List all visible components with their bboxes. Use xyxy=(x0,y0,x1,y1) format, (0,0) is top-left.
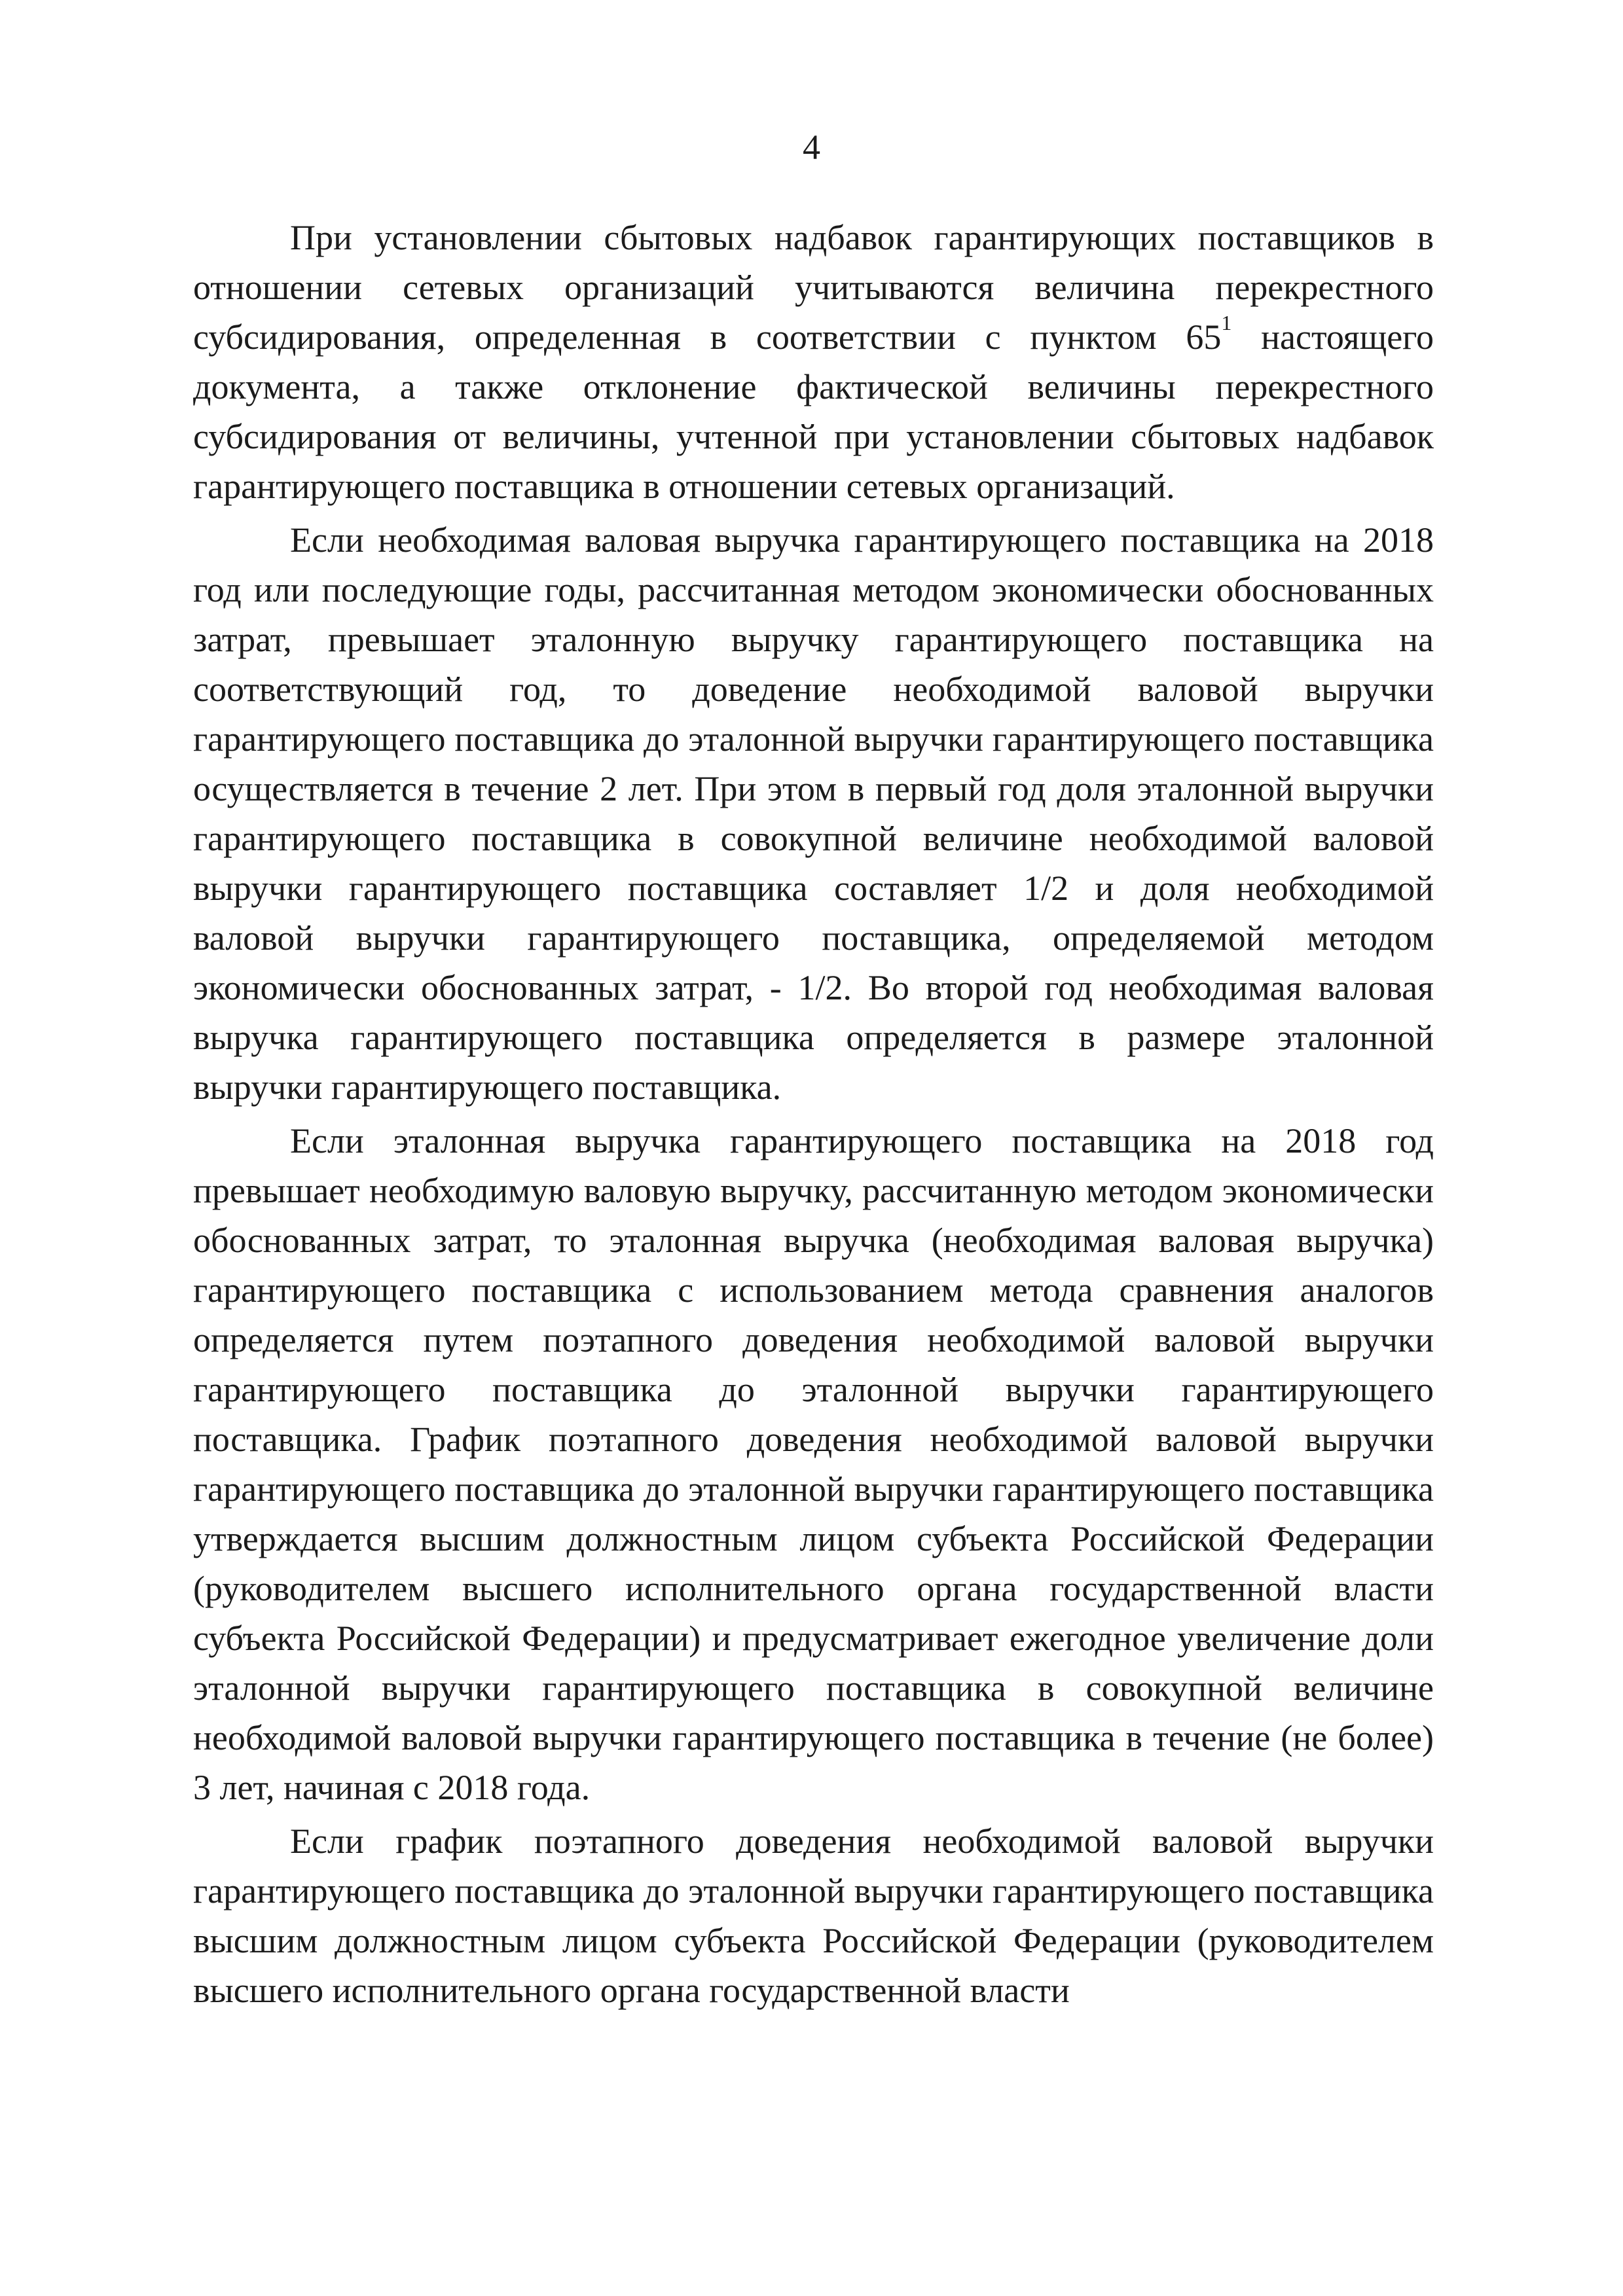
superscript-index: 1 xyxy=(1221,311,1232,335)
paragraph-text: настоящего документа, а также отклонение фактической величины перекрестного субсидирования от величины, учтенной при установлении сбытовых надбавок гарантирующего поставщика в отношении сетевых организаций. xyxy=(193,317,1434,506)
paragraph-markup-cross-subsidy xyxy=(193,213,1434,511)
document-body xyxy=(193,213,1434,2015)
paragraph-schedule-approval: Если график поэтапного доведения необходимой валовой выручки гарантирующего поставщика до эталонной выручки гарантирующего поставщика высшим должностным лицом субъекта Российской Федерации (руководителем высшего исполнительного органа государственной власти xyxy=(193,1821,1434,2010)
page-number: 4 xyxy=(803,128,820,167)
paragraph-revenue-exceeds-reference: Если необходимая валовая выручка гарантирующего поставщика на 2018 год или последующие годы, рассчитанная методом экономически обоснованных затрат, превышает эталонную выручку гарантирующего поставщика на соответствующий год, то доведение необходимой валовой выручки гарантирующего поставщика до эталонной выручки гарантирующего поставщика осуществляется в течение 2 лет. При этом в первый год доля эталонной выручки гарантирующего поставщика в совокупной величине необходимой валовой выручки гарантирующего поставщика составляет 1/2 и доля необходимой валовой выручки гарантирующего поставщика, определяемой методом экономически обоснованных затрат, - 1/2. Во второй год необходимая валовая выручка гарантирующего поставщика определяется в размере эталонной выручки гарантирующего поставщика. xyxy=(193,520,1434,1107)
paragraph-reference-exceeds-revenue: Если эталонная выручка гарантирующего поставщика на 2018 год превышает необходимую валовую выручку, рассчитанную методом экономически обоснованных затрат, то эталонная выручка (необходимая валовая выручка) гарантирующего поставщика с использованием метода сравнения аналогов определяется путем поэтапного доведения необходимой валовой выручки гарантирующего поставщика до эталонной выручки гарантирующего поставщика. График поэтапного доведения необходимой валовой выручки гарантирующего поставщика до эталонной выручки гарантирующего поставщика утверждается высшим должностным лицом субъекта Российской Федерации (руководителем высшего исполнительного органа государственной власти субъекта Российской Федерации) и предусматривает ежегодное увеличение доли эталонной выручки гарантирующего поставщика в совокупной величине необходимой валовой выручки гарантирующего поставщика в течение (не более) 3 лет, начиная с 2018 года. xyxy=(193,1121,1434,1807)
paragraph-text: При установлении сбытовых надбавок гарантирующих поставщиков в отношении сетевых организаций учитываются величина перекрестного субсидирования, определенная в соответствии с пунктом 65 xyxy=(193,218,1434,357)
